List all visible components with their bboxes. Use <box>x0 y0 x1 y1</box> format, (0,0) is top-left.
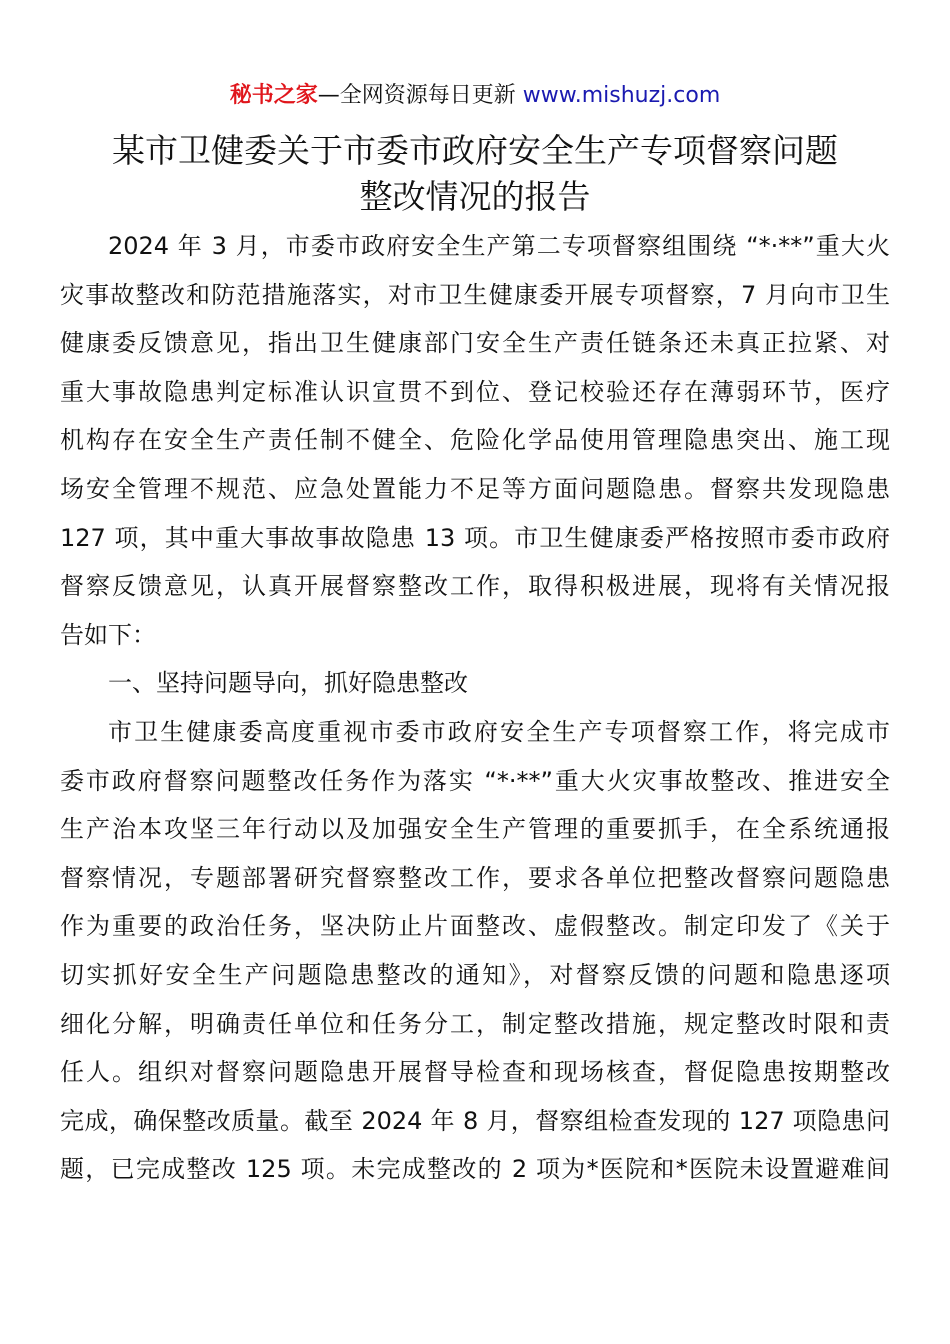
site-header <box>0 80 950 112</box>
body-line: 灾事故整改和防范措施落实，对市卫生健康委开展专项督察，7 月向市卫生 <box>60 280 890 309</box>
brand-name: 秘书之家 <box>229 83 318 108</box>
body-line: 督察反馈意见，认真开展督察整改工作，取得积极进展，现将有关情况报 <box>60 572 890 601</box>
body-line: 市卫生健康委高度重视市委市政府安全生产专项督察工作，将完成市 <box>108 717 890 746</box>
header-slogan: —全网资源每日更新 <box>317 83 523 108</box>
site-url-link[interactable]: www.mishuzj.com <box>522 83 721 108</box>
body-line: 重大事故隐患判定标准认识宣贯不到位、登记校验还存在薄弱环节，医疗 <box>60 377 890 406</box>
body-line: 127 项，其中重大事故事故隐患 13 项。市卫生健康委严格按照市委市政府 <box>60 523 890 552</box>
body-line: 生产治本攻坚三年行动以及加强安全生产管理的重要抓手，在全系统通报 <box>60 815 890 844</box>
body-line: 题，已完成整改 125 项。未完成整改的 2 项为*医院和*医院未设置避难间 <box>60 1155 890 1184</box>
body-line: 作为重要的政治任务，坚决防止片面整改、虚假整改。制定印发了《关于 <box>60 912 890 941</box>
body-line: 2024 年 3 月，市委市政府安全生产第二专项督察组围绕 “*·**”重大火 <box>108 232 890 260</box>
body-line: 机构存在安全生产责任制不健全、危险化学品使用管理隐患突出、施工现 <box>60 426 890 455</box>
body-line: 细化分解，明确责任单位和任务分工，制定整改措施，规定整改时限和责 <box>60 1009 890 1038</box>
body-line: 任人。组织对督察问题隐患开展督导检查和现场核查，督促隐患按期整改 <box>60 1058 890 1087</box>
body-line: 完成，确保整改质量。截至 2024 年 8 月，督察组检查发现的 127 项隐患问 <box>60 1106 890 1135</box>
title-line-2: 整改情况的报告 <box>359 177 591 216</box>
body-line: 委市政府督察问题整改任务作为落实 “*·**”重大火灾事故整改、推进安全 <box>60 766 890 795</box>
body-line: 切实抓好安全生产问题隐患整改的通知》，对督察反馈的问题和隐患逐项 <box>60 960 890 989</box>
body-line: 告如下： <box>60 620 156 649</box>
body-line: 督察情况，专题部署研究督察整改工作，要求各单位把整改督察问题隐患 <box>60 863 890 892</box>
section-heading: 一、坚持问题导向，抓好隐患整改 <box>108 669 468 698</box>
body-line: 场安全管理不规范、应急处置能力不足等方面问题隐患。督察共发现隐患 <box>60 474 890 503</box>
document-body <box>60 222 890 1194</box>
document-title <box>60 128 890 220</box>
body-line: 健康委反馈意见，指出卫生健康部门安全生产责任链条还未真正拉紧、对 <box>60 329 890 358</box>
title-line-1: 某市卫健委关于市委市政府安全生产专项督察问题 <box>112 131 838 170</box>
